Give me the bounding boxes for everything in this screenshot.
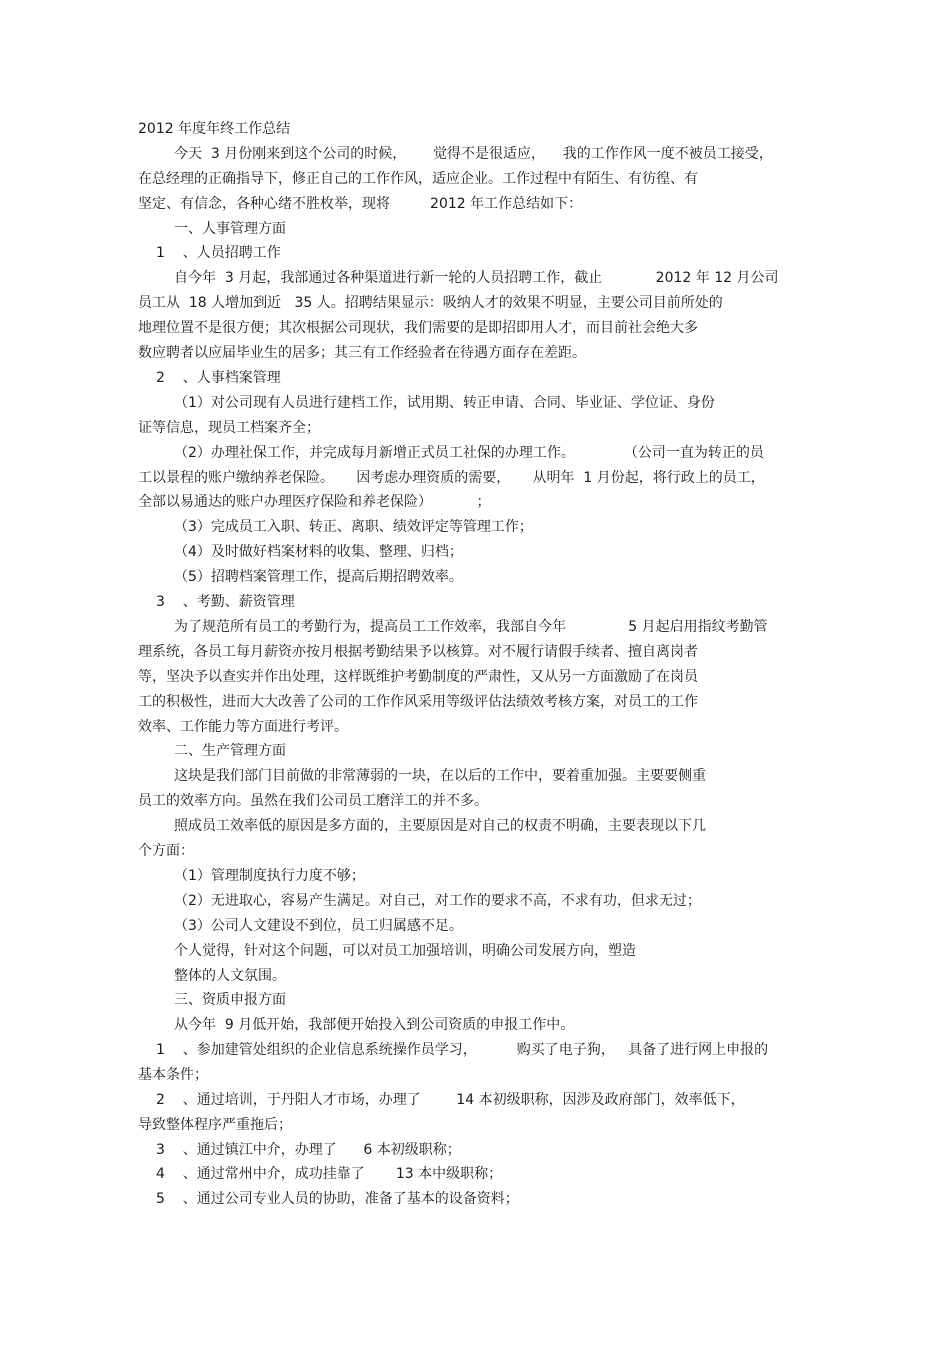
doc-line: 导致整体程序严重拖后； bbox=[138, 1117, 292, 1133]
doc-line: 照成员工效率低的原因是多方面的，主要原因是对自己的权责不明确，主要表现以下几 bbox=[174, 818, 706, 834]
section-heading: 一、人事管理方面 bbox=[174, 221, 286, 237]
doc-line: 工以景程的账户缴纳养老保险。 因考虑办理资质的需要， 从明年 1 月份起，将行政上的员工， bbox=[138, 470, 765, 486]
subsection-heading: 1 、人员招聘工作 bbox=[156, 245, 281, 261]
doc-line: 3 、通过镇江中介，办理了 6 本初级职称； bbox=[156, 1142, 461, 1158]
doc-line: （2）办理社保工作，并完成每月新增正式员工社保的办理工作。 （公司一直为转正的员 bbox=[174, 445, 764, 461]
doc-line: （1）管理制度执行力度不够； bbox=[174, 868, 365, 884]
doc-line: 全部以易通达的账户办理医疗保险和养老保险） ； bbox=[138, 494, 491, 510]
subsection-heading: 2 、人事档案管理 bbox=[156, 370, 281, 386]
doc-line: 理系统，各员工每月薪资亦按月根据考勤结果予以核算。对不履行请假手续者、擅自离岗者 bbox=[138, 644, 698, 660]
doc-line: 数应聘者以应届毕业生的居多；其三有工作经验者在待遇方面存在差距。 bbox=[138, 345, 586, 361]
doc-line: 4 、通过常州中介，成功挂靠了 13 本中级职称； bbox=[156, 1166, 503, 1182]
doc-line: （2）无进取心，容易产生满足。对自己，对工作的要求不高，不求有功，但求无过； bbox=[174, 893, 701, 909]
doc-line: 整体的人文氛围。 bbox=[174, 968, 286, 984]
doc-line: （1）对公司现有人员进行建档工作，试用期、转正申请、合同、毕业证、学位证、身份 bbox=[174, 395, 715, 411]
doc-line: （4）及时做好档案材料的收集、整理、归档； bbox=[174, 544, 463, 560]
doc-line: 个人觉得，针对这个问题，可以对员工加强培训，明确公司发展方向，塑造 bbox=[174, 943, 636, 959]
doc-line: 员工的效率方向。虽然在我们公司员工磨洋工的并不多。 bbox=[138, 793, 488, 809]
doc-line: 工的积极性，进而大大改善了公司的工作作风采用等级评估法绩效考核方案，对员工的工作 bbox=[138, 694, 698, 710]
doc-line: （5）招聘档案管理工作，提高后期招聘效率。 bbox=[174, 569, 463, 585]
doc-line: （3）完成员工入职、转正、离职、绩效评定等管理工作； bbox=[174, 519, 533, 535]
doc-line: 今天 3 月份刚来到这个公司的时候， 觉得不是很适应， 我的工作作风一度不被员工接受， bbox=[174, 146, 773, 162]
doc-line: 地理位置不是很方便；其次根据公司现状，我们需要的是即招即用人才，而目前社会绝大多 bbox=[138, 320, 698, 336]
doc-line: 1 、参加建管处组织的企业信息系统操作员学习， 购买了电子狗， 具备了进行网上申报的 bbox=[156, 1042, 769, 1058]
doc-line: 从今年 9 月低开始，我部便开始投入到公司资质的申报工作中。 bbox=[174, 1017, 575, 1033]
doc-line: 基本条件； bbox=[138, 1067, 208, 1083]
doc-line: 5 、通过公司专业人员的协助，准备了基本的设备资料； bbox=[156, 1191, 519, 1207]
doc-line: （3）公司人文建设不到位，员工归属感不足。 bbox=[174, 918, 463, 934]
doc-line: 在总经理的正确指导下，修正自己的工作作风，适应企业。工作过程中有陌生、有彷徨、有 bbox=[138, 171, 698, 187]
doc-title: 2012 年度年终工作总结 bbox=[138, 121, 291, 137]
doc-line: 等，坚决予以查实并作出处理，这样既维护考勤制度的严肃性，又从另一方面激励了在岗员 bbox=[138, 669, 698, 685]
doc-line: 自今年 3 月起，我部通过各种渠道进行新一轮的人员招聘工作，截止 2012 年 12 月公司 bbox=[174, 270, 779, 286]
section-heading: 三、资质申报方面 bbox=[174, 992, 286, 1008]
section-heading: 二、生产管理方面 bbox=[174, 743, 286, 759]
doc-line: 2 、通过培训，于丹阳人才市场，办理了 14 本初级职称，因涉及政府部门，效率低下， bbox=[156, 1092, 745, 1108]
doc-line: 坚定、有信念，各种心绪不胜枚举，现将 2012 年工作总结如下： bbox=[138, 196, 583, 212]
doc-line: 这块是我们部门目前做的非常薄弱的一块，在以后的工作中，要着重加强。主要要侧重 bbox=[174, 768, 706, 784]
doc-line: 效率、工作能力等方面进行考评。 bbox=[138, 719, 348, 735]
doc-line: 个方面： bbox=[138, 843, 194, 859]
doc-line: 证等信息，现员工档案齐全； bbox=[138, 420, 320, 436]
doc-line: 员工从 18 人增加到近 35 人。招聘结果显示：吸纳人才的效果不明显，主要公司目前所处的 bbox=[138, 295, 723, 311]
subsection-heading: 3 、考勤、薪资管理 bbox=[156, 594, 295, 610]
doc-line: 为了规范所有员工的考勤行为，提高员工工作效率，我部自今年 5 月起启用指纹考勤管 bbox=[174, 619, 768, 635]
